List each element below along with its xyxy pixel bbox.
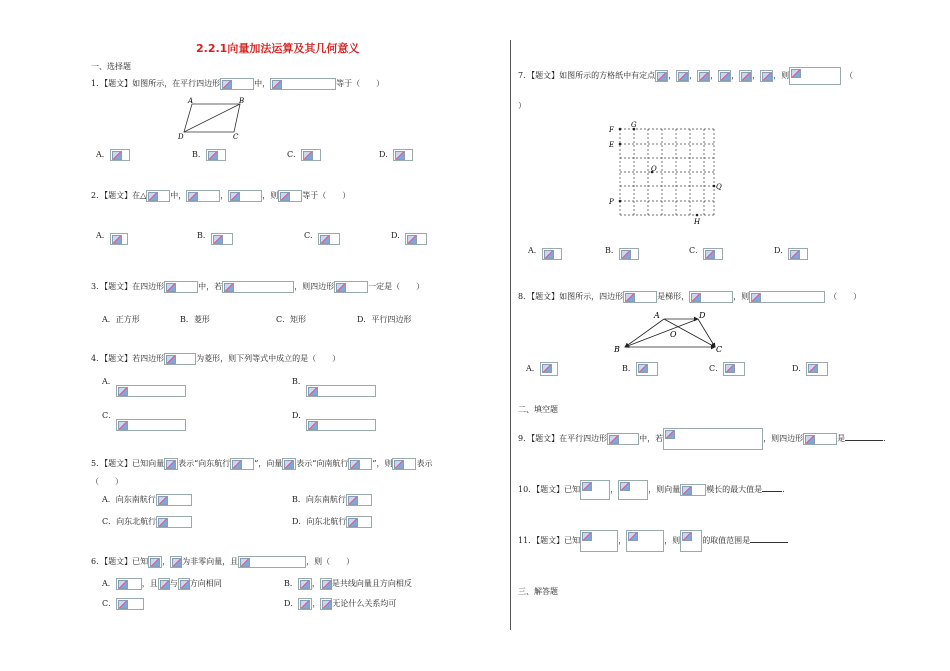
formula-image-icon bbox=[186, 190, 220, 202]
formula-image-icon bbox=[676, 70, 689, 82]
question-8-option-c[interactable]: C． bbox=[709, 362, 745, 376]
formula-image-icon bbox=[580, 480, 610, 500]
question-5-paren: （ ） bbox=[91, 477, 123, 486]
question-2-option-d[interactable]: D． bbox=[391, 227, 427, 245]
formula-image-icon bbox=[626, 530, 664, 552]
question-5-option-c[interactable]: C．向东北航行 bbox=[102, 516, 192, 528]
formula-image-icon bbox=[298, 578, 312, 590]
question-3-option-b[interactable]: B．菱形 bbox=[180, 315, 210, 324]
column-divider bbox=[510, 40, 511, 630]
question-3-option-a[interactable]: A．正方形 bbox=[102, 315, 140, 324]
formula-image-icon bbox=[346, 494, 372, 506]
formula-image-icon bbox=[116, 385, 186, 397]
formula-image-icon bbox=[110, 149, 130, 161]
trapezoid-figure bbox=[612, 308, 732, 356]
label-Q: Q bbox=[716, 183, 722, 191]
question-5-option-d[interactable]: D．向东北航行 bbox=[292, 516, 372, 528]
formula-image-icon bbox=[348, 458, 372, 470]
label-A: A bbox=[654, 311, 660, 320]
question-4-stem: 4．【题文】若四边形 为菱形，则下列等式中成立的是（ ） bbox=[91, 354, 341, 363]
question-2-option-c[interactable]: C． bbox=[304, 227, 340, 245]
answer-blank[interactable] bbox=[750, 534, 788, 543]
question-3-option-d[interactable]: D．平行四边形 bbox=[357, 315, 412, 324]
question-10-stem: 10．【题文】已知 ， ，则向量 模长的最大值是 . bbox=[518, 480, 785, 500]
question-6-stem: 6．【题文】已知 ， 为非零向量，且 ，则（ ） bbox=[91, 557, 355, 566]
question-4-option-c[interactable]: C． bbox=[102, 410, 186, 431]
question-7-option-c[interactable]: C． bbox=[689, 242, 723, 260]
formula-image-icon bbox=[789, 67, 841, 85]
formula-image-icon bbox=[278, 190, 302, 202]
formula-image-icon bbox=[320, 578, 332, 590]
label-G: G bbox=[631, 121, 637, 129]
question-8-option-d[interactable]: D． bbox=[792, 362, 828, 376]
question-4-option-a[interactable]: A． bbox=[102, 376, 186, 397]
question-1-option-c[interactable]: C． bbox=[287, 149, 321, 161]
formula-image-icon bbox=[164, 458, 178, 470]
label-E: E bbox=[609, 141, 615, 149]
question-1-option-a[interactable]: A． bbox=[96, 149, 130, 161]
question-5-option-a[interactable]: A．向东南航行 bbox=[102, 494, 192, 506]
formula-image-icon bbox=[618, 480, 648, 500]
label-F: F bbox=[609, 126, 614, 134]
question-8-stem: 8．【题文】如图所示，四边形 是梯形， ，则 （ ） bbox=[518, 292, 862, 301]
formula-image-icon bbox=[156, 494, 192, 506]
question-6-option-c[interactable]: C． bbox=[102, 598, 144, 610]
label-A: A bbox=[188, 97, 194, 105]
formula-image-icon bbox=[206, 149, 226, 161]
question-2-option-b[interactable]: B． bbox=[197, 227, 233, 245]
question-4-option-b[interactable]: B． bbox=[292, 376, 376, 397]
formula-image-icon bbox=[689, 291, 733, 303]
formula-image-icon bbox=[749, 291, 825, 303]
question-11-stem: 11．【题文】已知 ， ，则 的取值范围是 bbox=[518, 530, 788, 552]
question-6-option-a[interactable]: A． ，且 与 方向相同 bbox=[102, 579, 222, 588]
formula-image-icon bbox=[542, 248, 562, 260]
formula-image-icon bbox=[623, 291, 657, 303]
formula-image-icon bbox=[760, 70, 773, 82]
formula-image-icon bbox=[723, 362, 745, 376]
formula-image-icon bbox=[580, 530, 618, 552]
question-7-option-a[interactable]: A． bbox=[528, 242, 562, 260]
label-C: C bbox=[716, 345, 723, 354]
formula-image-icon bbox=[270, 78, 336, 90]
formula-image-icon bbox=[301, 149, 321, 161]
formula-image-icon bbox=[146, 190, 170, 202]
question-5-stem: 5．【题文】已知向量 表示“向东航行 ”，向量 表示“向南航行 ”，则 表示 bbox=[91, 459, 433, 468]
question-6-option-d[interactable]: D． ， 无论什么关系均可 bbox=[284, 599, 397, 608]
formula-image-icon bbox=[170, 556, 182, 568]
formula-image-icon bbox=[164, 353, 196, 365]
question-7-stem: 7．【题文】如图所示的方格纸中有定点 ， ， ， ， ， ，则 （ bbox=[518, 67, 853, 85]
question-1-option-b[interactable]: B． bbox=[192, 149, 226, 161]
answer-blank[interactable] bbox=[845, 432, 883, 441]
formula-image-icon bbox=[619, 248, 639, 260]
label-O: O bbox=[651, 165, 657, 173]
formula-image-icon bbox=[238, 556, 306, 568]
formula-image-icon bbox=[636, 362, 658, 376]
formula-image-icon bbox=[222, 281, 294, 293]
formula-image-icon bbox=[392, 458, 416, 470]
formula-image-icon bbox=[211, 233, 233, 245]
page-title: 2.2.1向量加法运算及其几何意义 bbox=[196, 42, 360, 55]
formula-image-icon bbox=[663, 428, 763, 450]
formula-image-icon bbox=[680, 484, 706, 496]
question-8-option-b[interactable]: B． bbox=[622, 362, 658, 376]
formula-image-icon bbox=[697, 70, 710, 82]
question-7-option-b[interactable]: B． bbox=[605, 242, 639, 260]
formula-image-icon bbox=[393, 149, 413, 161]
question-2-stem: 2．【题文】在△ 中， ， ，则 等于（ ） bbox=[91, 191, 351, 200]
question-1-stem: 1．【题文】如图所示，在平行四边形 中， 等于（ ） bbox=[91, 79, 385, 88]
formula-image-icon bbox=[718, 70, 731, 82]
formula-image-icon bbox=[178, 578, 190, 590]
section-heading-choice: 一、选择题 bbox=[91, 62, 131, 71]
formula-image-icon bbox=[230, 458, 254, 470]
formula-image-icon bbox=[788, 248, 808, 260]
question-6-option-b[interactable]: B． ， 是共线向量且方向相反 bbox=[284, 579, 412, 588]
question-8-option-a[interactable]: A． bbox=[526, 362, 558, 376]
formula-image-icon bbox=[405, 233, 427, 245]
section-heading-answer: 三、解答题 bbox=[518, 587, 558, 596]
formula-image-icon bbox=[806, 362, 828, 376]
formula-image-icon bbox=[607, 433, 639, 445]
section-heading-fill: 二、填空题 bbox=[518, 405, 558, 414]
formula-image-icon bbox=[739, 70, 752, 82]
label-B: B bbox=[614, 345, 620, 354]
formula-image-icon bbox=[116, 578, 142, 590]
formula-image-icon bbox=[116, 598, 144, 610]
question-3-option-c[interactable]: C．矩形 bbox=[276, 315, 307, 324]
formula-image-icon bbox=[680, 530, 702, 552]
label-C: C bbox=[233, 133, 239, 140]
formula-image-icon bbox=[116, 419, 186, 431]
label-B: B bbox=[239, 97, 245, 105]
label-O: O bbox=[670, 330, 677, 339]
formula-image-icon bbox=[540, 362, 558, 376]
question-5-option-b[interactable]: B．向东南航行 bbox=[292, 494, 372, 506]
formula-image-icon bbox=[306, 385, 376, 397]
formula-image-icon bbox=[318, 233, 340, 245]
formula-image-icon bbox=[655, 70, 668, 82]
question-3-stem: 3．【题文】在四边形 中，若 ，则四边形 一定是（ ） bbox=[91, 282, 425, 291]
parallelogram-figure bbox=[178, 96, 248, 140]
formula-image-icon bbox=[306, 419, 376, 431]
formula-image-icon bbox=[156, 516, 192, 528]
formula-image-icon bbox=[803, 433, 837, 445]
label-D: D bbox=[699, 311, 706, 320]
formula-image-icon bbox=[158, 578, 170, 590]
formula-image-icon bbox=[334, 281, 368, 293]
label-P: P bbox=[609, 198, 614, 206]
formula-image-icon bbox=[703, 248, 723, 260]
question-2-option-a[interactable]: A． bbox=[96, 227, 128, 245]
formula-image-icon bbox=[298, 598, 312, 610]
formula-image-icon bbox=[346, 516, 372, 528]
formula-image-icon bbox=[164, 281, 198, 293]
formula-image-icon bbox=[228, 190, 262, 202]
formula-image-icon bbox=[110, 233, 128, 245]
grid-paper-figure bbox=[606, 120, 726, 230]
label-H: H bbox=[694, 218, 701, 226]
formula-image-icon bbox=[220, 78, 254, 90]
formula-image-icon bbox=[320, 598, 332, 610]
question-4-option-d[interactable]: D． bbox=[292, 410, 376, 431]
question-7-paren-close: ） bbox=[518, 101, 526, 110]
question-9-stem: 9．【题文】在平行四边形 中，若 ，则四边形 是 . bbox=[518, 428, 886, 450]
formula-image-icon bbox=[148, 556, 162, 568]
question-7-option-d[interactable]: D． bbox=[774, 242, 808, 260]
answer-blank[interactable] bbox=[762, 483, 782, 492]
label-D: D bbox=[178, 133, 184, 140]
question-1-option-d[interactable]: D． bbox=[379, 149, 413, 161]
formula-image-icon bbox=[282, 458, 296, 470]
